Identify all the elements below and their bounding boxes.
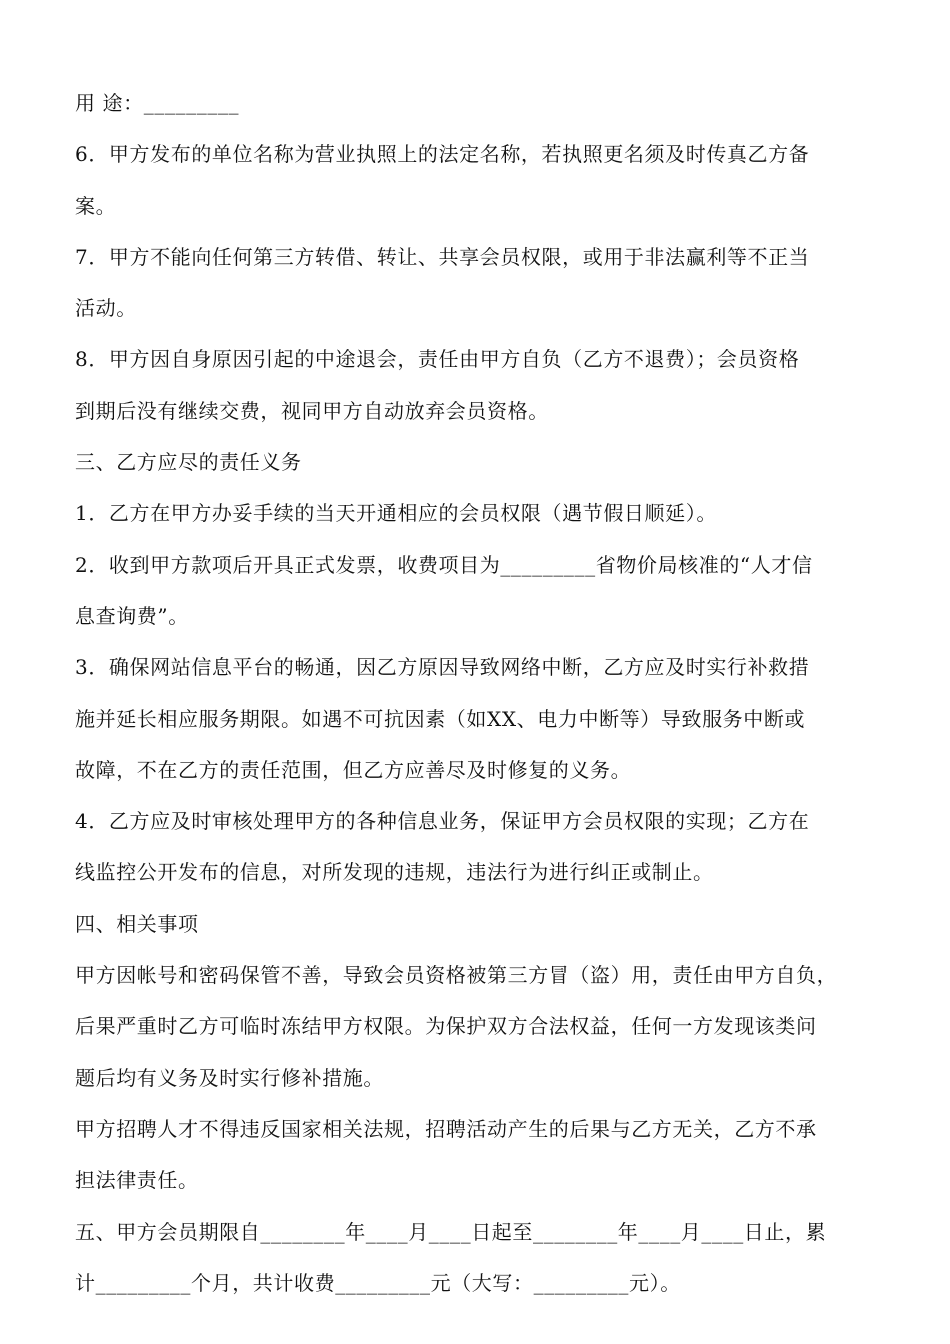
section-5-line-2: 计_________个月，共计收费_________元（大写：_________元）。 <box>75 1270 681 1295</box>
section-3-item-1: 1．乙方在甲方办妥手续的当天开通相应的会员权限（遇节假日顺延）。 <box>75 501 717 526</box>
clause-8-line-2: 到期后没有继续交费，视同甲方自动放弃会员资格。 <box>75 398 549 423</box>
document-body <box>75 78 880 1309</box>
usage-field-line: 用 途：_________ <box>75 91 240 115</box>
clause-6-line-2: 案。 <box>75 193 117 218</box>
clause-6-line-1: 6．甲方发布的单位名称为营业执照上的法定名称，若执照更名须及时传真乙方备 <box>75 142 810 167</box>
section-5-line-1: 五、甲方会员期限自________年____月____日起至________年____月____日止，累 <box>75 1219 827 1244</box>
section-3-item-3-line-1: 3．确保网站信息平台的畅通，因乙方原因导致网络中断，乙方应及时实行补救措 <box>75 655 810 680</box>
section-3-item-4-line-2: 线监控公开发布的信息，对所发现的违规，违法行为进行纠正或制止。 <box>75 860 714 885</box>
section-3-item-3-line-3: 故障，不在乙方的责任范围，但乙方应善尽及时修复的义务。 <box>75 757 632 782</box>
section-4-para-1-line-3: 题后均有义务及时实行修补措施。 <box>75 1065 384 1090</box>
section-4-para-1-line-2: 后果严重时乙方可临时冻结甲方权限。为保护双方合法权益，任何一方发现该类问 <box>75 1014 817 1039</box>
section-3-item-3-line-2: 施并延长相应服务期限。如遇不可抗因素（如XX、电力中断等）导致服务中断或 <box>75 706 806 731</box>
clause-7-line-1: 7．甲方不能向任何第三方转借、转让、共享会员权限，或用于非法赢利等不正当 <box>75 244 810 269</box>
section-3-item-4-line-1: 4．乙方应及时审核处理甲方的各种信息业务，保证甲方会员权限的实现；乙方在 <box>75 809 810 834</box>
section-4-para-1-line-1: 甲方因帐号和密码保管不善，导致会员资格被第三方冒（盗）用，责任由甲方自负， <box>75 963 838 988</box>
section-3-heading: 三、乙方应尽的责任义务 <box>75 450 302 475</box>
section-3-item-2-line-2: 息查询费”。 <box>75 603 189 628</box>
section-3-item-2-line-1: 2．收到甲方款项后开具正式发票，收费项目为_________省物价局核准的“人才信 <box>75 552 813 577</box>
section-4-para-2-line-1: 甲方招聘人才不得违反国家相关法规，招聘活动产生的后果与乙方无关，乙方不承 <box>75 1116 817 1141</box>
clause-8-line-1: 8．甲方因自身原因引起的中途退会，责任由甲方自负（乙方不退费）；会员资格 <box>75 347 800 372</box>
clause-7-line-2: 活动。 <box>75 296 137 321</box>
section-4-heading: 四、相关事项 <box>75 911 199 936</box>
section-4-para-2-line-2: 担法律责任。 <box>75 1168 199 1193</box>
